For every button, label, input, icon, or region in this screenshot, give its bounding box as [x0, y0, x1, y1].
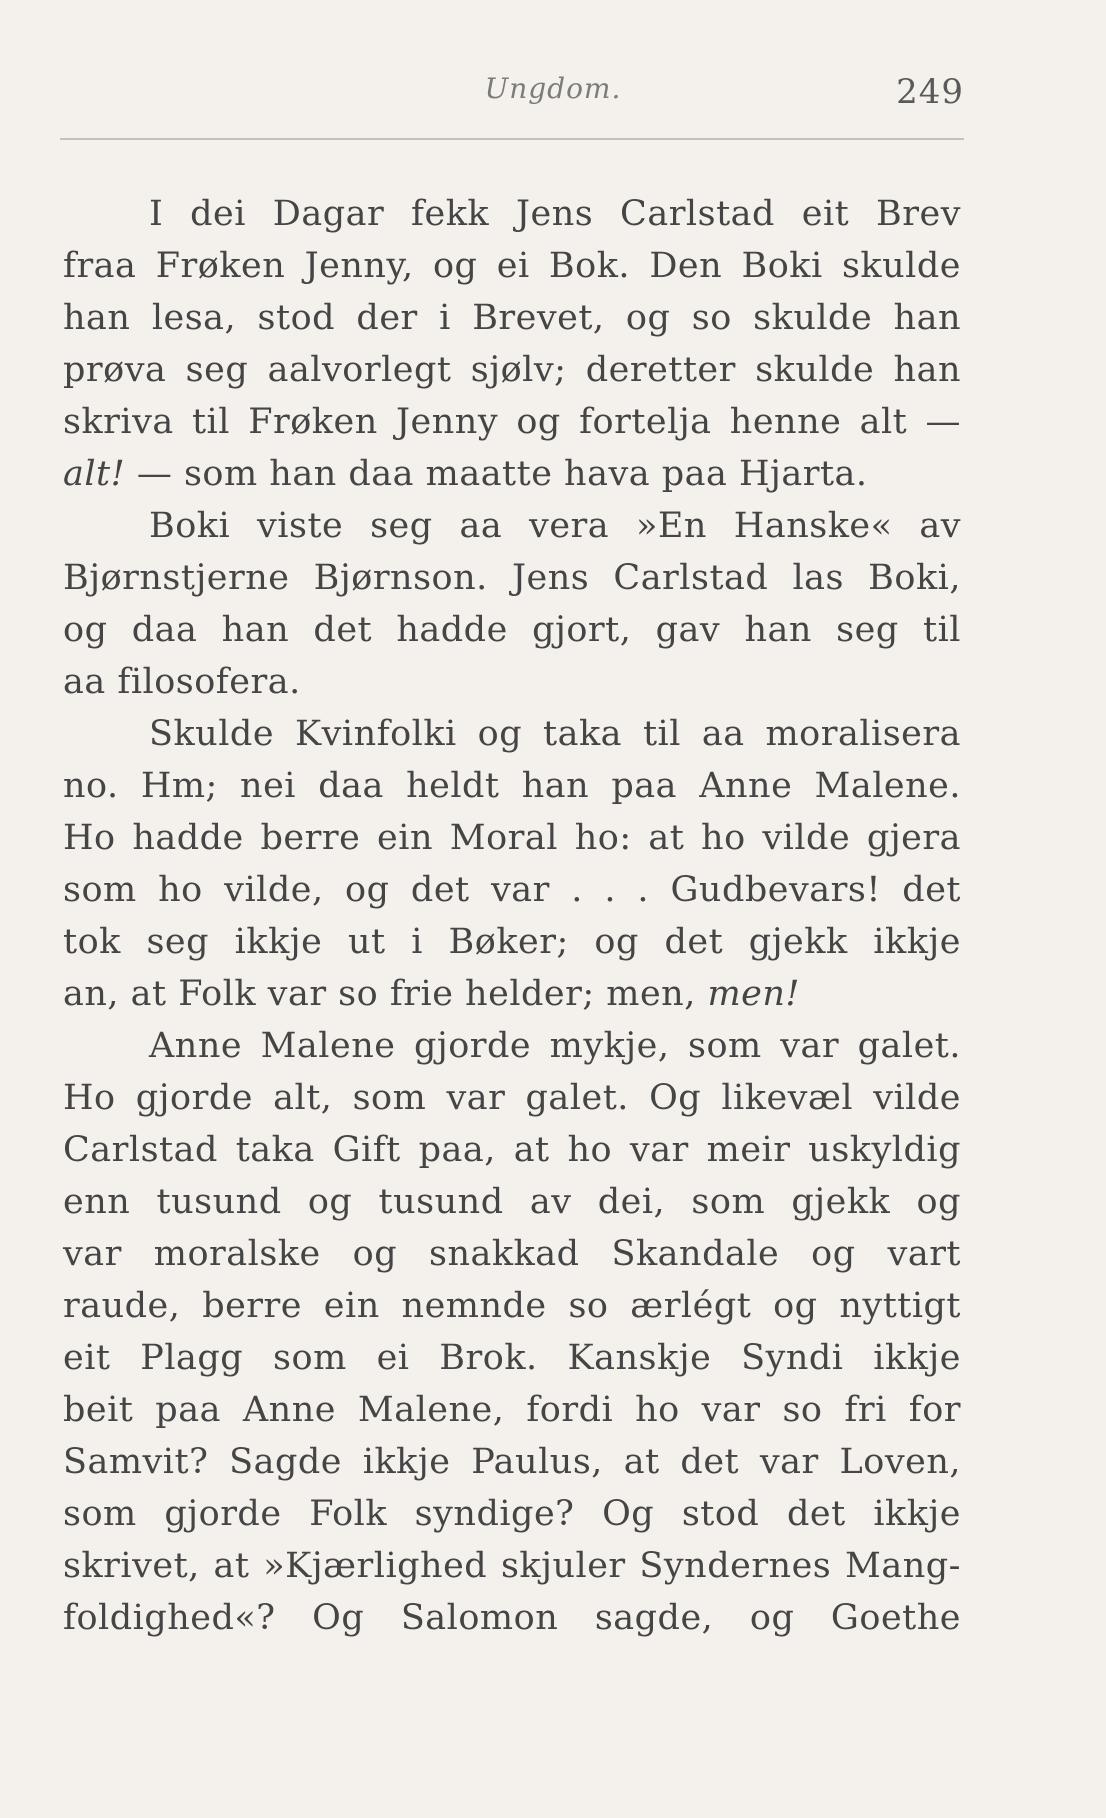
running-title: Ungdom. [484, 72, 622, 105]
text-line: Skulde Kvinfolki og taka til aa moralisera [149, 714, 961, 754]
text-line: tok seg ikkje ut i Bøker; og det gjekk ikkje [63, 922, 961, 962]
text-line: enn tusund og tusund av dei, som gjekk og [63, 1182, 961, 1222]
text-line: Boki viste seg aa vera »En Hanske« av [149, 506, 961, 546]
text-line: og daa han det hadde gjort, gav han seg til [63, 610, 961, 650]
text-line: Carlstad taka Gift paa, at ho var meir uskyldig [63, 1130, 961, 1170]
text-line: foldighed«? Og Salomon sagde, og Goethe [63, 1598, 961, 1638]
italic-emphasis: men! [707, 974, 800, 1014]
text-line: I dei Dagar fekk Jens Carlstad eit Brev [149, 194, 961, 234]
text-line: an, at Folk var so frie helder; men, men! [63, 974, 800, 1014]
text-line: fraa Frøken Jenny, og ei Bok. Den Boki skulde [63, 246, 961, 286]
text-line: prøva seg aalvorlegt sjølv; deretter skulde han [63, 350, 961, 390]
text-line: som ho vilde, og det var . . . Gudbevars! det [63, 870, 961, 910]
text-line: Ho gjorde alt, som var galet. Og likevæl vilde [63, 1078, 961, 1118]
header-rule [60, 138, 964, 140]
text-line: som gjorde Folk syndige? Og stod det ikkje [63, 1494, 961, 1534]
text-line: aa filosofera. [63, 662, 301, 702]
text-line: raude, berre ein nemnde so ærlégt og nyttigt [63, 1286, 961, 1326]
page-number: 249 [896, 72, 964, 112]
text-line: Bjørnstjerne Bjørnson. Jens Carlstad las Boki, [63, 558, 961, 598]
italic-emphasis: alt! [63, 454, 126, 494]
text-line: alt! — som han daa maatte hava paa Hjarta. [63, 454, 868, 494]
text-line: no. Hm; nei daa heldt han paa Anne Malene. [63, 766, 961, 806]
text-line: skrivet, at »Kjærlighed skjuler Syndernes Mang- [63, 1546, 961, 1586]
text-line: skriva til Frøken Jenny og fortelja henne alt — [63, 402, 961, 442]
text-line: han lesa, stod der i Brevet, og so skulde han [63, 298, 961, 338]
text-line: beit paa Anne Malene, fordi ho var so fri for [63, 1390, 961, 1430]
text-line: var moralske og snakkad Skandale og vart [63, 1234, 961, 1274]
text-line: Anne Malene gjorde mykje, som var galet. [149, 1026, 961, 1066]
text-line: Ho hadde berre ein Moral ho: at ho vilde gjera [63, 818, 961, 858]
text-line: Samvit? Sagde ikkje Paulus, at det var Loven, [63, 1442, 961, 1482]
text-line: eit Plagg som ei Brok. Kanskje Syndi ikkje [63, 1338, 961, 1378]
